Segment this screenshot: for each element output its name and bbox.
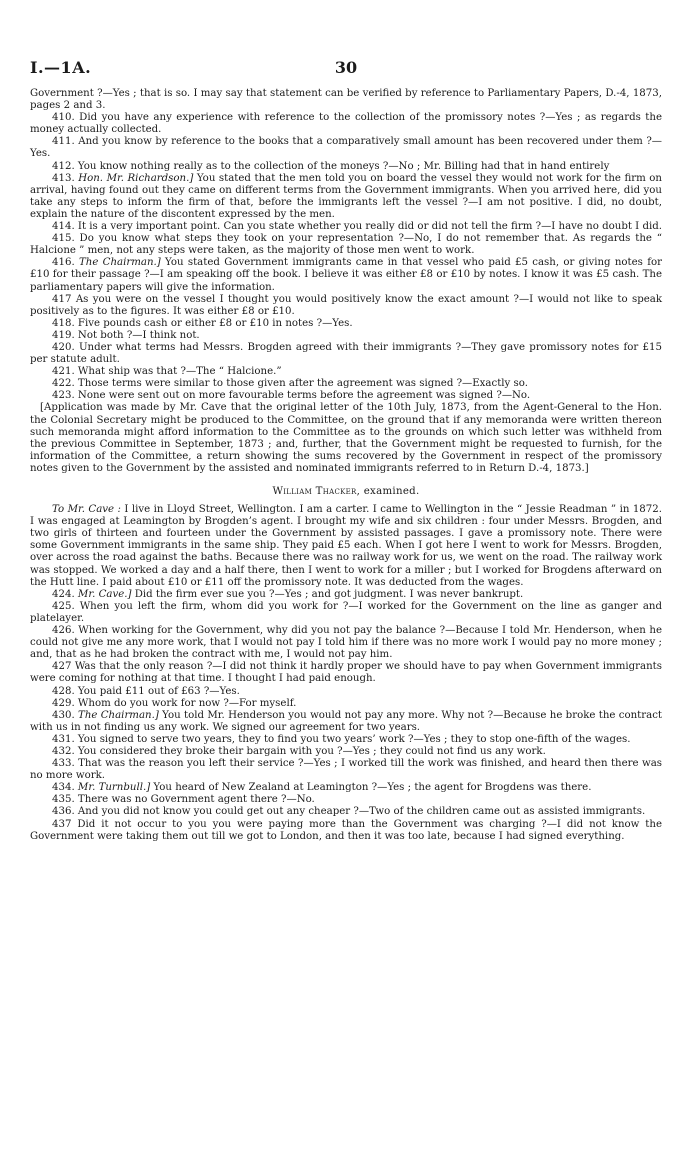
evidence-paragraph <box>30 601 662 625</box>
paragraph-text: You heard of New Zealand at Leamington ?—Yes ; the agent for Brogdens was there. <box>150 782 592 794</box>
paragraph-text: You told Mr. Henderson you would not pay any more. Why not ?—Because he broke the contract with us in not finding us any work. We signed our agreement for two years. <box>30 709 662 733</box>
paragraph-text: Did the firm ever sue you ?—Yes ; and got judgment. I was never bankrupt. <box>131 588 524 600</box>
evidence-section-a <box>30 88 662 475</box>
speaker-name: The Chairman.] <box>78 709 159 721</box>
evidence-paragraph <box>30 318 662 330</box>
paragraph-text: 426. When working for the Government, why did you not pay the balance ?—Because I told Mr. Henderson, when he could not give me any more work, that I would not pay I told him if there was no more work I would pay no more money ; and, that as he had broken the contract with me, I would not pay him. <box>30 625 662 661</box>
question-number: 416. <box>52 257 79 269</box>
paragraph-text: I live in Lloyd Street, Wellington. I am a carter. I came to Wellington in the “ Jessie Readman ” in 1872. I was engaged at Leamington by Brogden’s agent. I brought my wife and six children : four under Messrs. Brogden, and two girls of thirteen and fourteen under the Government by assisted passages. I gave a promissory note. There were some Government immigrants in the same ship. They paid £5 each. When I got here I went to work for Messrs. Brogden, over across the road against the baths. Because there was no railway work for us, we went on the road. The railway work was stopped. We worked a day and a half there, then I went to work for a miller ; but I worked for Brogdens afterward on the Hutt line. I paid about £10 or £11 off the promissory note. It was deducted from the wages. <box>30 504 662 588</box>
evidence-paragraph <box>30 378 662 390</box>
paragraph-text: 411. And you know by reference to the books that a comparatively small amount has been recovered under them ?—Yes. <box>30 136 662 160</box>
speaker-name: The Chairman.] <box>78 257 161 269</box>
evidence-paragraph <box>30 782 662 794</box>
speaker-name: Mr. Turnbull.] <box>77 782 151 794</box>
witness-heading <box>30 486 662 498</box>
page-number: 30 <box>334 58 358 77</box>
paragraph-text: 417 As you were on the vessel I thought you would positively know the exact amount ?—I would not like to speak positively as to the figures. It was either £8 or £10. <box>30 293 662 317</box>
evidence-paragraph <box>30 136 662 160</box>
evidence-paragraph <box>30 88 662 112</box>
question-number: 413. <box>52 172 79 184</box>
paragraph-text: 419. Not both ?—I think not. <box>52 329 200 341</box>
paragraph-text: 410. Did you have any experience with reference to the collection of the promissory notes ?—Yes ; as regards the money actually collected. <box>30 112 662 136</box>
question-number: 434. <box>52 782 78 794</box>
paragraph-text: 420. Under what terms had Messrs. Brogden agreed with their immigrants ?—They gave promissory notes for £15 per statute adult. <box>30 341 662 366</box>
paragraph-text: 422. Those terms were similar to those given after the agreement was signed ?—Exactly so. <box>52 378 528 390</box>
paragraph-text: Government ?—Yes ; that is so. I may say that statement can be verified by reference to Parliamentary Papers, D.-4, 1873, pages 2 and 3. <box>30 88 662 112</box>
evidence-paragraph <box>30 746 662 758</box>
question-number: 430. <box>52 709 79 721</box>
evidence-paragraph <box>30 161 662 173</box>
paragraph-text: 435. There was no Government agent there ?—No. <box>52 794 315 806</box>
paragraph-text: 418. Five pounds cash or either £8 or £10 in notes ?—Yes. <box>52 317 353 329</box>
evidence-paragraph <box>30 390 662 402</box>
paragraph-text: 437 Did it not occur to you you were paying more than the Government was charging ?—I did not know the Government were taking them out till we got to London, and then it was too late, because I had signed everything. <box>30 818 662 842</box>
witness-name: William Thacker <box>272 486 357 497</box>
question-number: 424. <box>52 588 78 600</box>
evidence-paragraph <box>30 794 662 806</box>
paragraph-text: You stated that the men told you on board the vessel they would not work for the firm on arrival, having found out they came on different terms from the Government immigrants. When you arrived here, did you take any steps to inform the firm of that, before the immigrants left the vessel ?—I am not positive. I did, no doubt, explain the nature of the discontent expressed by the men. <box>30 172 662 220</box>
evidence-paragraph <box>30 233 662 257</box>
evidence-paragraph <box>30 819 662 843</box>
paragraph-text: 414. It is a very important point. Can you state whether you really did or did not tell the firm ?—I have no doubt I did. <box>52 221 662 233</box>
evidence-paragraph <box>30 734 662 746</box>
speaker-name: To Mr. Cave : <box>52 504 121 516</box>
evidence-paragraph <box>30 698 662 710</box>
paragraph-text: 431. You signed to serve two years, they to find you two years’ work ?—Yes ; they to stop one-fifth of the wages. <box>52 733 631 745</box>
evidence-paragraph <box>30 710 662 734</box>
paragraph-text: 423. None were sent out on more favourable terms before the agreement was signed ?—No. <box>52 390 531 402</box>
witness-heading-rest: , examined. <box>356 486 420 497</box>
evidence-paragraph <box>30 661 662 685</box>
application-note <box>30 402 662 475</box>
evidence-paragraph <box>30 173 662 221</box>
paragraph-text: 433. That was the reason you left their service ?—Yes ; I worked till the work was finished, and heard then there was no more work. <box>30 758 662 782</box>
page-header <box>30 58 662 78</box>
paragraph-text: 427 Was that the only reason ?—I did not think it hardly proper we should have to pay when Government immigrants were coming for nothing at that time. I thought I had paid enough. <box>30 661 662 685</box>
document-body <box>30 88 662 843</box>
paragraph-text: [Application was made by Mr. Cave that the original letter of the 10th July, 1873, from the Agent-General to the Hon. the Colonial Secretary might be produced to the Committee, on the ground that if any memoranda were written thereon such memoranda might afford information to the Committee as to the grounds on which such letter was withheld from the previous Committee in September, 1873 ; and, further, that the Government might be requested to furnish, for the information of the Committee, a return showing the sums recovered by the Government in respect of the promissory notes given to the Government by the assisted and nominated immigrants referred to in Return D.-4, 1873.] <box>30 402 662 474</box>
evidence-paragraph <box>30 221 662 233</box>
paragraph-text: 428. You paid £11 out of £63 ?—Yes. <box>52 685 240 697</box>
evidence-paragraph <box>30 294 662 318</box>
evidence-paragraph <box>30 686 662 698</box>
speaker-name: Mr. Cave.] <box>77 588 132 600</box>
paragraph-text: 415. Do you know what steps they took on your representation ?—No, I do not remember that. As regards the “ Halcione ” men, not any steps were taken, as the majority of those men went to work. <box>30 233 662 257</box>
evidence-section-b <box>30 504 662 843</box>
evidence-paragraph <box>30 625 662 661</box>
evidence-paragraph <box>30 342 662 366</box>
evidence-paragraph <box>30 366 662 378</box>
paragraph-text: 432. You considered they broke their bargain with you ?—Yes ; they could not find us any work. <box>52 745 546 757</box>
evidence-paragraph <box>30 504 662 589</box>
paragraph-text: 421. What ship was that ?—The “ Halcione.” <box>52 366 282 378</box>
evidence-paragraph <box>30 758 662 782</box>
paragraph-text: 436. And you did not know you could get out any cheaper ?—Two of the children came out as assisted immigrants. <box>52 806 646 818</box>
evidence-paragraph <box>30 806 662 818</box>
document-reference: I.—1A. <box>30 58 92 77</box>
evidence-paragraph <box>30 330 662 342</box>
evidence-paragraph <box>30 257 662 293</box>
paragraph-text: 425. When you left the firm, whom did you work for ?—I worked for the Government on the line as ganger and platelayer. <box>30 600 662 624</box>
speaker-name: Hon. Mr. Richardson.] <box>78 172 194 184</box>
paragraph-text: 429. Whom do you work for now ?—For myself. <box>52 697 297 709</box>
paragraph-text: 412. You know nothing really as to the collection of the moneys ?—No ; Mr. Billing had that in hand entirely <box>52 160 610 172</box>
evidence-paragraph <box>30 112 662 136</box>
evidence-paragraph <box>30 589 662 601</box>
paragraph-text: You stated Government immigrants came in that vessel who paid £5 cash, or giving notes for £10 for their passage ?—I am speaking off the book. I believe it was either £8 or £10 by notes. I know it was £5 cash. The parliamentary papers will give the information. <box>30 257 662 293</box>
